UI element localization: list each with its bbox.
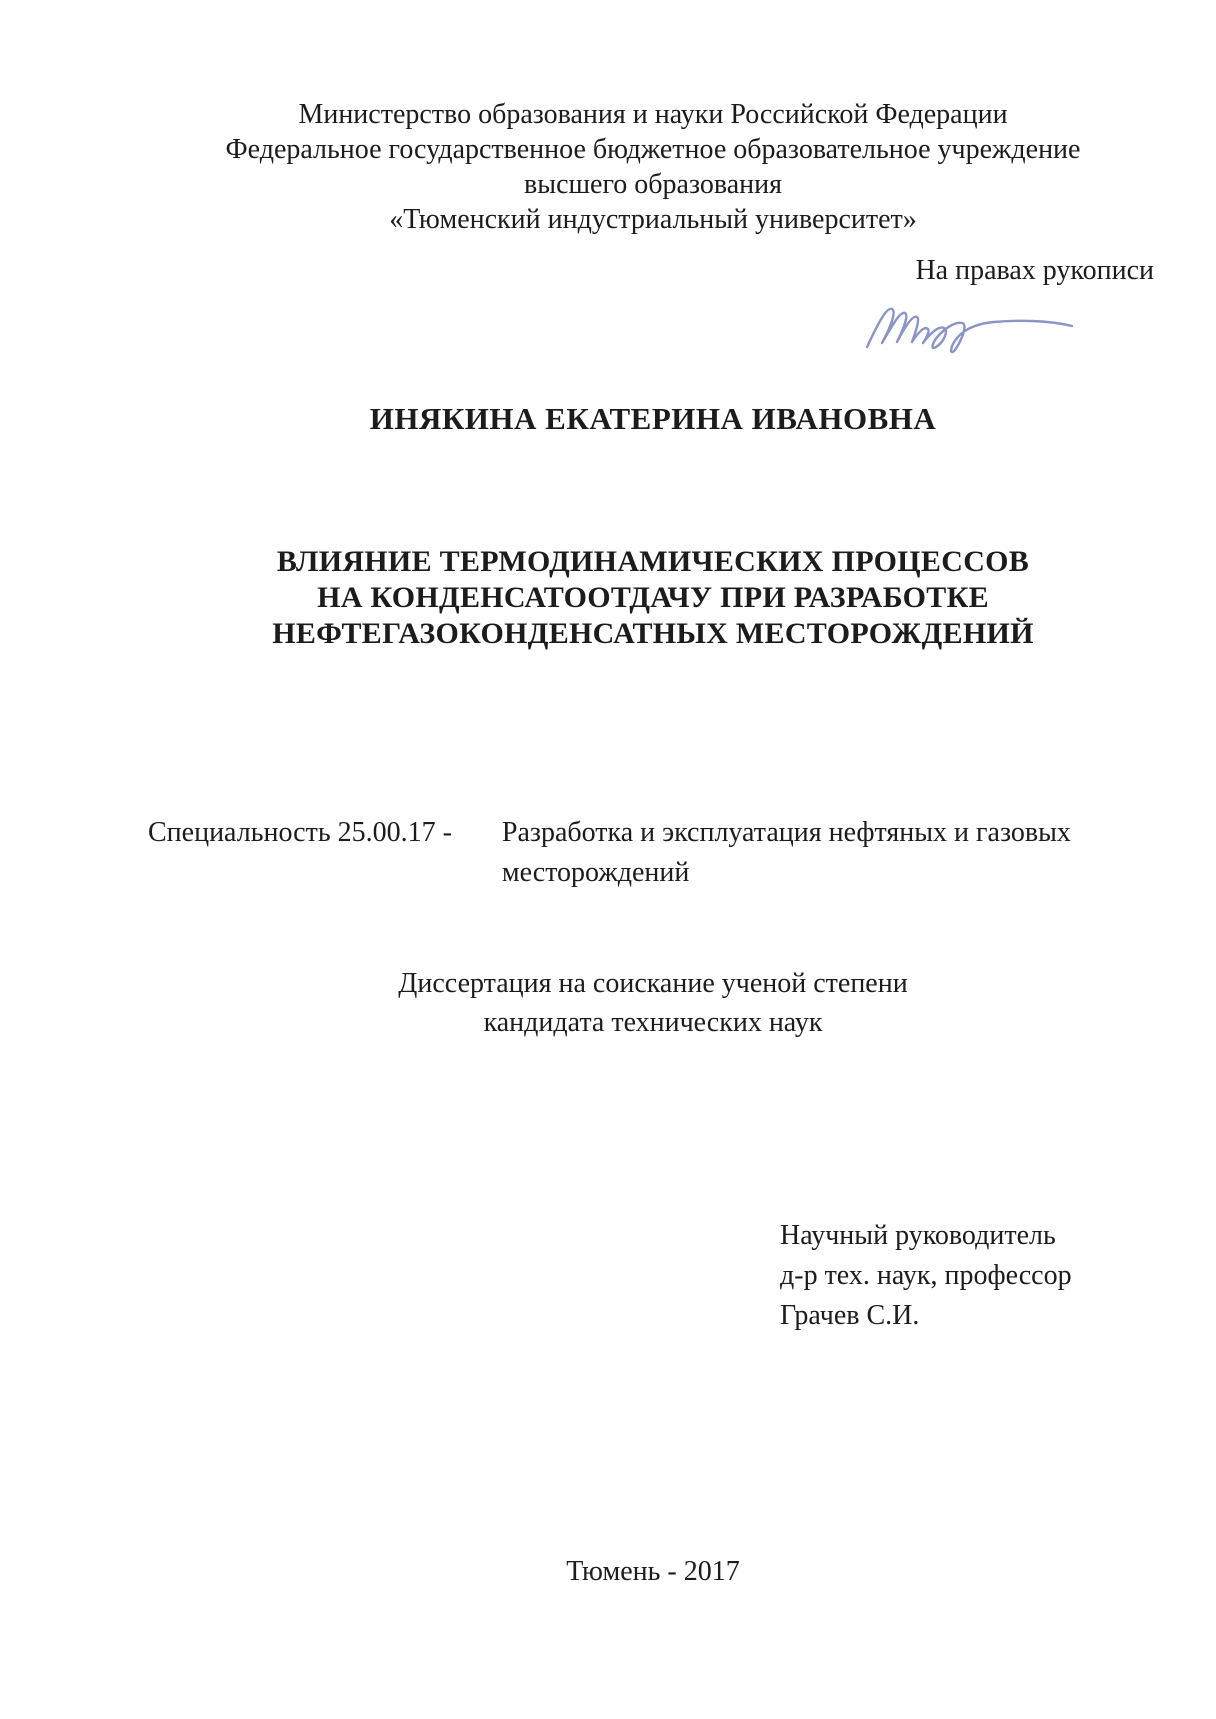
thesis-line-2: кандидата технических наук [483,1007,823,1038]
signature-stroke [867,309,1072,352]
thesis-line-1: Диссертация на соискание ученой степени [398,968,908,999]
city-year: Тюмень - 2017 [566,1556,740,1587]
manuscript-rights-note: На правах рукописи [915,255,1154,286]
specialty-description [502,813,1071,893]
author-name: ИНЯКИНА ЕКАТЕРИНА ИВАНОВНА [369,401,937,436]
header-line-education-level: высшего образования [524,169,782,200]
supervisor-name: Грачев С.И. [780,1300,920,1331]
header-line-institution: Федеральное государственное бюджетное образовательное учреждение [225,134,1081,165]
handwritten-signature [862,296,1080,360]
specialty-description-line-1: Разработка и эксплуатация нефтяных и газовых [501,817,1071,848]
supervisor-role: Научный руководитель [780,1220,1056,1251]
header-line-university: «Тюменский индустриальный университет» [389,204,917,235]
specialty-description-line-2: месторождений [501,857,690,888]
signature-icon [862,296,1080,360]
title-line-2: НА КОНДЕНСАТООТДАЧУ ПРИ РАЗРАБОТКЕ [317,581,989,614]
supervisor-block [780,1216,1072,1336]
specialty-label: Специальность 25.00.17 - [148,817,452,848]
title-line-1: ВЛИЯНИЕ ТЕРМОДИНАМИЧЕСКИХ ПРОЦЕССОВ [276,545,1030,578]
supervisor-degree: д-р тех. наук, профессор [780,1260,1072,1291]
specialty-row [148,813,1071,893]
title-line-3: НЕФТЕГАЗОКОНДЕНСАТНЫХ МЕСТОРОЖДЕНИЙ [272,617,1034,650]
thesis-degree-note [150,964,1156,1042]
dissertation-title [150,544,1156,652]
ministry-header [150,97,1156,237]
header-line-ministry: Министерство образования и науки Российской Федерации [298,99,1008,130]
